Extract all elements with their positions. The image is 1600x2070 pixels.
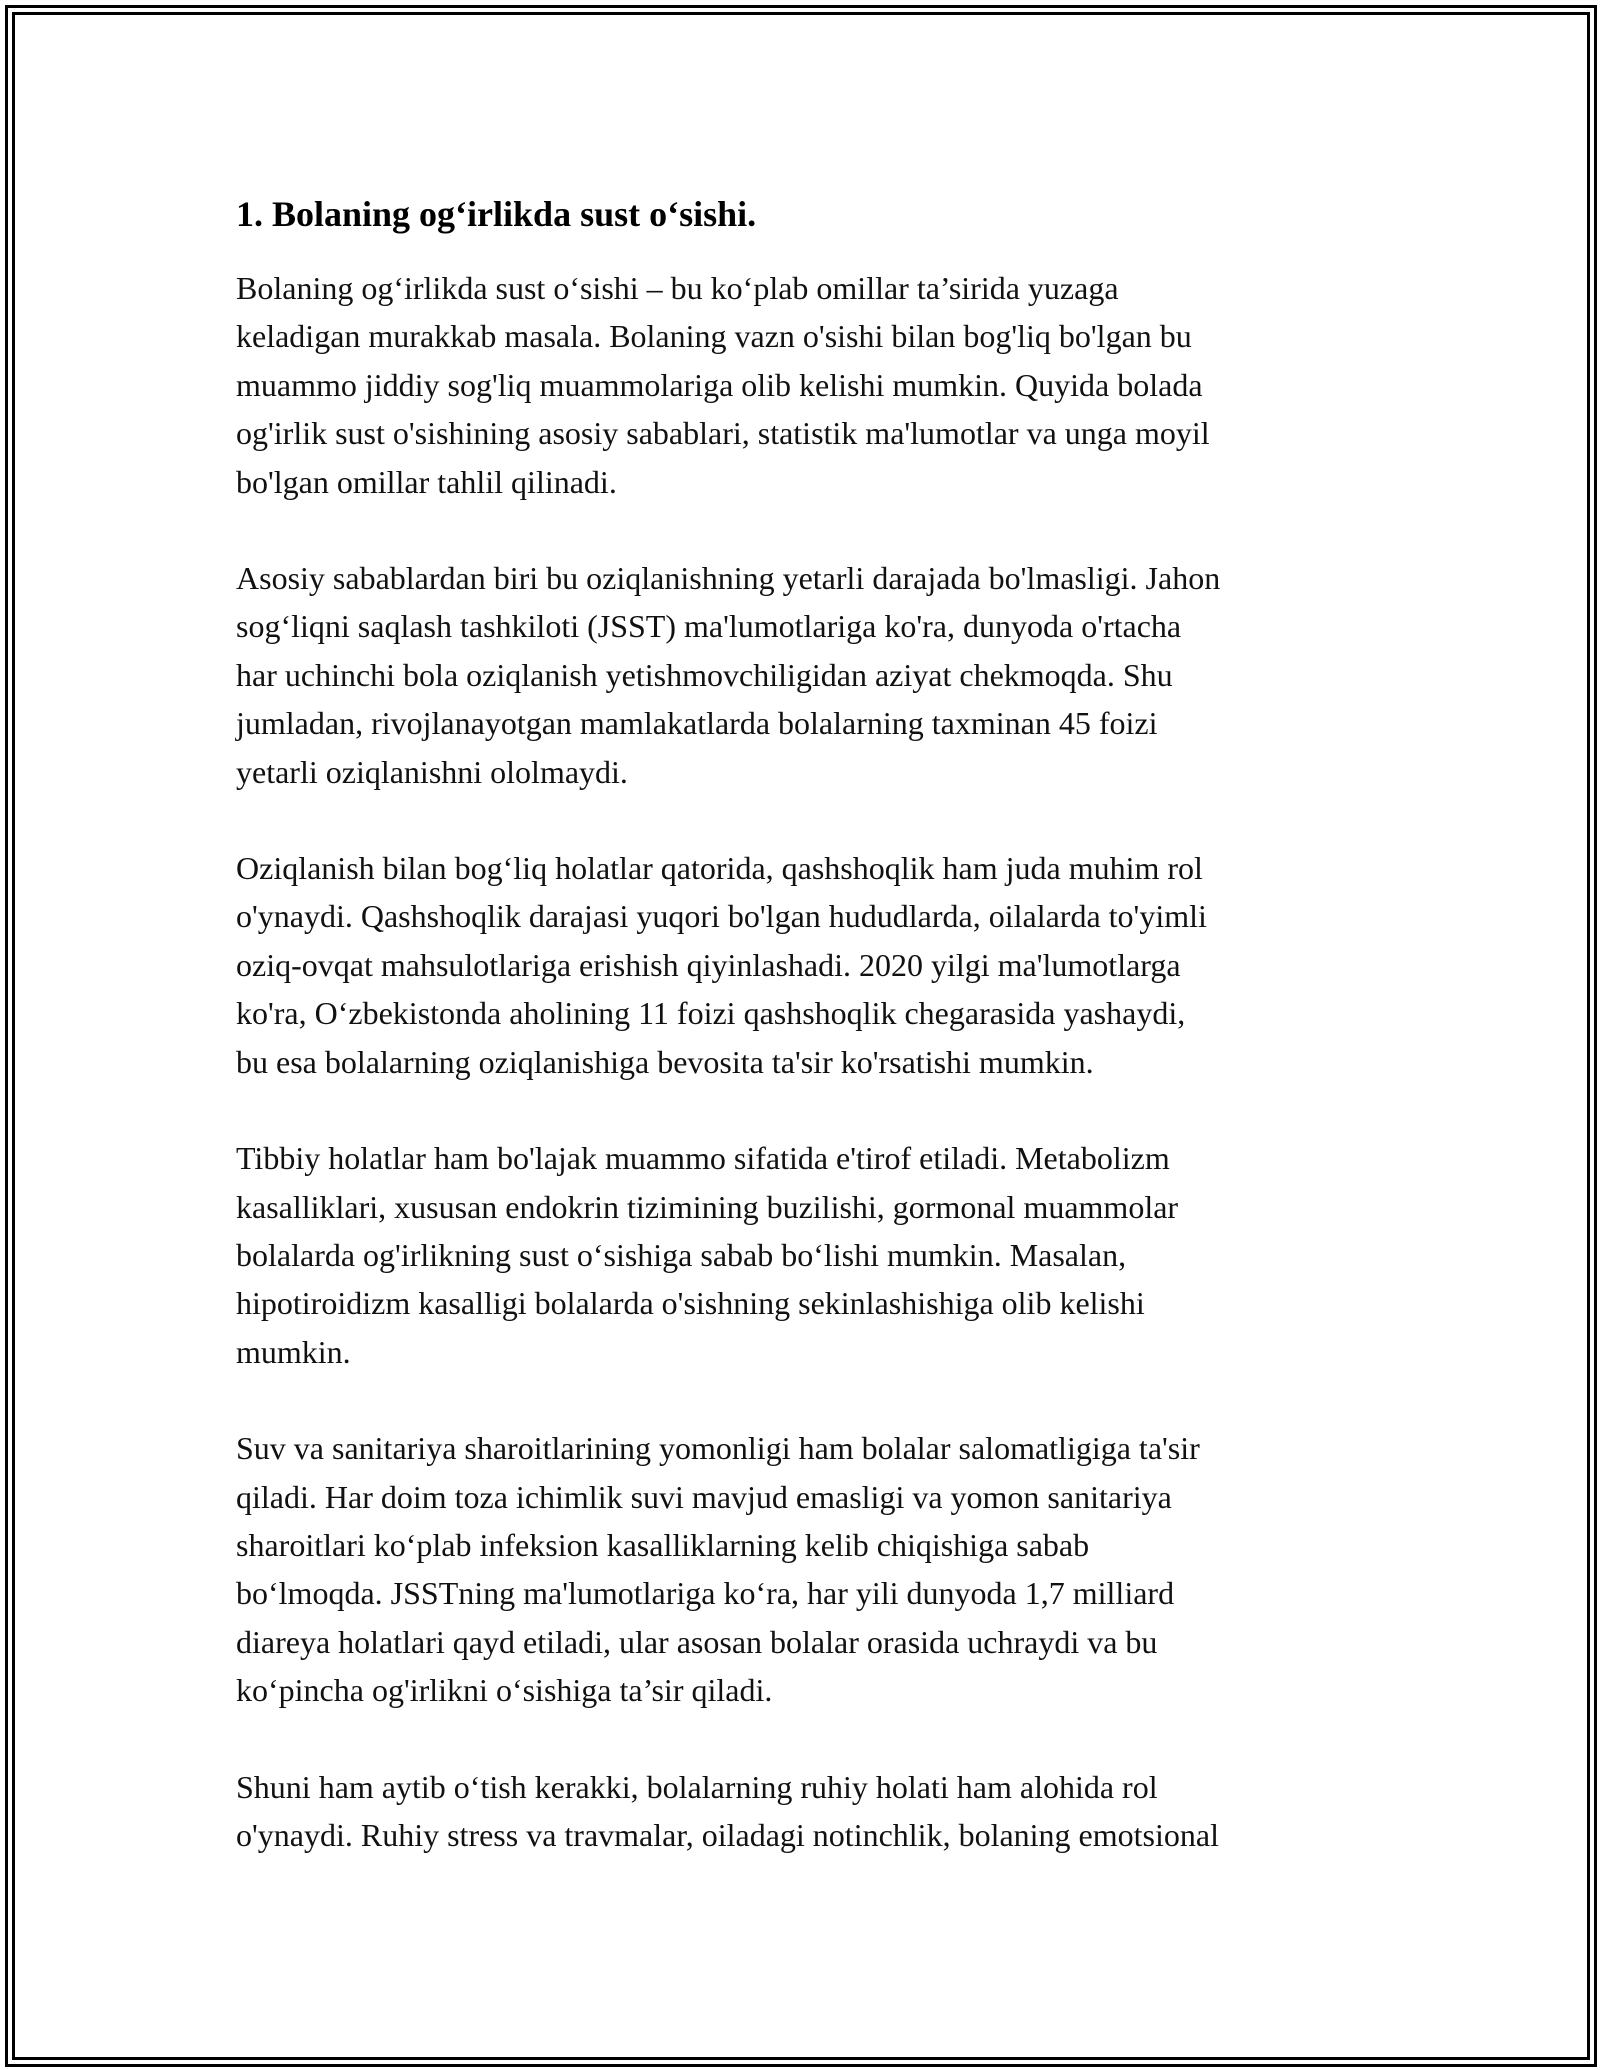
text-line: hipotiroidizm kasalligi bolalarda o'sishning sekinlashishiga olib kelishi [236, 1285, 1145, 1322]
paragraph-mental-health [236, 1763, 1376, 1860]
paragraph-medical [236, 1134, 1376, 1376]
text-line: qiladi. Har doim toza ichimlik suvi mavjud emasligi va yomon sanitariya [236, 1478, 1172, 1515]
paragraph-poverty [236, 844, 1376, 1086]
text-line: sog‘liqni saqlash tashkiloti (JSST) ma'lumotlariga ko'ra, dunyoda o'rtacha [236, 608, 1182, 645]
section-heading: 1. Bolaning og‘irlikda sust o‘sishi. [236, 194, 757, 234]
text-line: bolalarda og'irlikning sust o‘sishiga sabab bo‘lishi mumkin. Masalan, [236, 1236, 1127, 1273]
text-line: Tibbiy holatlar ham bo'lajak muammo sifatida e'tirof etiladi. Metabolizm [236, 1140, 1170, 1177]
text-line: Bolaning og‘irlikda sust o‘sishi – bu ko‘plab omillar ta’sirida yuzaga [236, 270, 1119, 306]
text-line: diareya holatlari qayd etiladi, ular asosan bolalar orasida uchraydi va bu [236, 1623, 1158, 1660]
paragraph-sanitation [236, 1424, 1376, 1714]
text-line: bo'lgan omillar tahlil qilinadi. [236, 463, 617, 500]
text-line: kasalliklari, xususan endokrin tizimining buzilishi, gormonal muammolar [236, 1188, 1179, 1225]
text-line: bu esa bolalarning oziqlanishiga bevosita ta'sir ko'rsatishi mumkin. [236, 1043, 1094, 1080]
text-line: Suv va sanitariya sharoitlarining yomonligi ham bolalar salomatligiga ta'sir [236, 1430, 1200, 1467]
text-line: ko'ra, O‘zbekistonda aholining 11 foizi qashshoqlik chegarasida yashaydi, [236, 995, 1186, 1032]
text-line: bo‘lmoqda. JSSTning ma'lumotlariga ko‘ra, har yili dunyoda 1,7 milliard [236, 1575, 1175, 1612]
text-line: mumkin. [236, 1333, 351, 1370]
text-line: keladigan murakkab masala. Bolaning vazn o'sishi bilan bog'liq bo'lgan bu [236, 318, 1192, 355]
text-line: Asosiy sabablardan biri bu oziqlanishning yetarli darajada bo'lmasligi. Jahon [236, 560, 1221, 597]
text-line: jumladan, rivojlanayotgan mamlakatlarda bolalarning taxminan 45 foizi [236, 705, 1158, 742]
text-line: ko‘pincha og'irlikni o‘sishiga ta’sir qiladi. [236, 1672, 773, 1709]
text-line: Oziqlanish bilan bog‘liq holatlar qatorida, qashshoqlik ham juda muhim rol [236, 850, 1203, 887]
text-line: o'ynaydi. Ruhiy stress va travmalar, oiladagi notinchlik, bolaning emotsional [236, 1816, 1219, 1853]
text-line: o'ynaydi. Qashshoqlik darajasi yuqori bo'lgan hududlarda, oilalarda to'yimli [236, 898, 1207, 935]
text-line: yetarli oziqlanishni ololmaydi. [236, 753, 628, 790]
text-line: sharoitlari ko‘plab infeksion kasalliklarning kelib chiqishiga sabab [236, 1526, 1090, 1563]
paragraph-intro [236, 264, 1376, 506]
text-line: muammo jiddiy sog'liq muammolariga olib kelishi mumkin. Quyida bolada [236, 366, 1203, 403]
paragraph-nutrition [236, 554, 1376, 796]
text-line: Shuni ham aytib o‘tish kerakki, bolalarning ruhiy holati ham alohida rol [236, 1768, 1158, 1805]
text-line: har uchinchi bola oziqlanish yetishmovchiligidan aziyat chekmoqda. Shu [236, 656, 1173, 693]
text-line: og'irlik sust o'sishining asosiy sabablari, statistik ma'lumotlar va unga moyil [236, 415, 1210, 452]
text-line: oziq-ovqat mahsulotlariga erishish qiyinlashadi. 2020 yilgi ma'lumotlarga [236, 946, 1181, 983]
document-body [236, 190, 1376, 1907]
